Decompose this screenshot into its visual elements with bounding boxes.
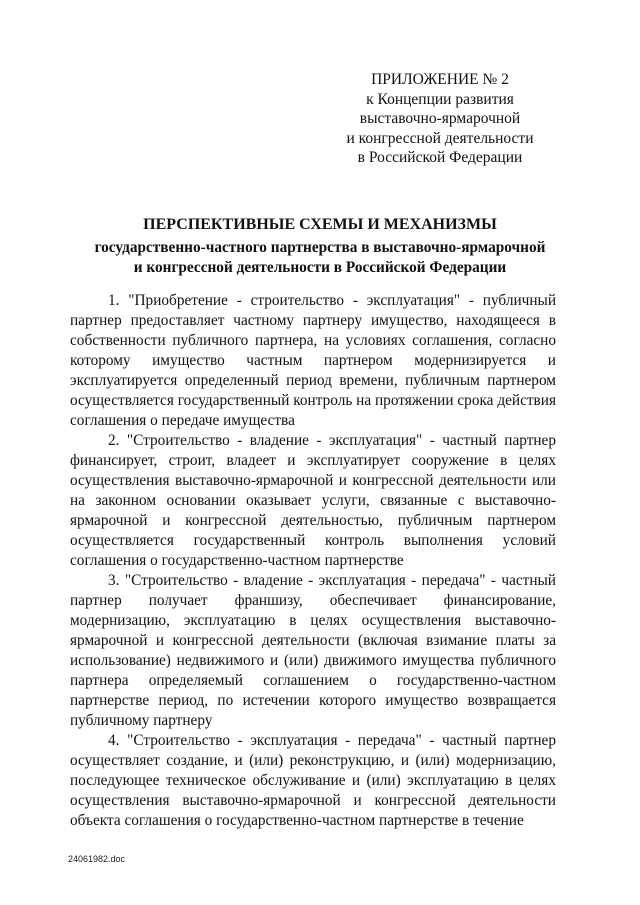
appendix-line: выставочно-ярмарочной — [359, 110, 521, 127]
paragraph-1: 1. "Приобретение - строительство - эксплуатация" - публичный партнер предоставляет частному партнеру имущество, находящееся в собственности публичного партнера, на условиях соглашения, согласно которому имущество частным партнером модернизируется и эксплуатируется определенный период времени, публичным партнером осуществляется государственный контроль на протяжении срока действия соглашения о передаче имущества — [70, 292, 556, 429]
document-title: ПЕРСПЕКТИВНЫЕ СХЕМЫ И МЕХАНИЗМЫ — [143, 216, 497, 233]
appendix-line: ПРИЛОЖЕНИЕ № 2 — [371, 71, 509, 88]
paragraph-4: 4. "Строительство - эксплуатация - передача" - частный партнер осуществляет создание, и (или) реконструкцию, и (или) модернизацию, последующее техническое обслуживание и (или) эксплуатацию в целях осуществления выставочно-ярмарочной и конгрессной деятельности объекта соглашения о государственно-частном партнерстве в течение — [70, 732, 556, 829]
subtitle-line: и конгрессной деятельности в Российской Федерации — [133, 259, 507, 276]
document-body — [70, 291, 556, 831]
appendix-header — [330, 70, 550, 168]
paragraph-2: 2. "Строительство - владение - эксплуатация" - частный партнер финансирует, строит, владеет и эксплуатирует сооружение в целях осуществления выставочно-ярмарочной и конгрессной деятельности или на законном основании оказывает услуги, связанные с выставочно-ярмарочной и конгрессной деятельностью, публичным партнером осуществляется государственный контроль выполнения условий соглашения о государственно-частном партнерстве — [70, 432, 556, 569]
appendix-line: и конгрессной деятельности — [346, 129, 534, 147]
appendix-line: к Концепции развития — [366, 90, 514, 108]
appendix-line: в Российской Федерации — [357, 149, 523, 166]
file-name-footer: 24061982.doc — [68, 854, 126, 864]
document-subtitle — [60, 238, 580, 278]
subtitle-line: государственно-частного партнерства в выставочно-ярмарочной — [94, 239, 546, 256]
paragraph-3: 3. "Строительство - владение - эксплуатация - передача" - частный партнер получает франшизу, обеспечивает финансирование, модернизацию, эксплуатацию в целях осуществления выставочно-ярмарочной и конгрессной деятельности (включая взимание платы за использование) недвижимого и (или) движимого имущества публичного партнера определяемый соглашением о государственно-частном партнерстве период, по истечении которого имущество возвращается публичному партнеру — [70, 572, 556, 729]
